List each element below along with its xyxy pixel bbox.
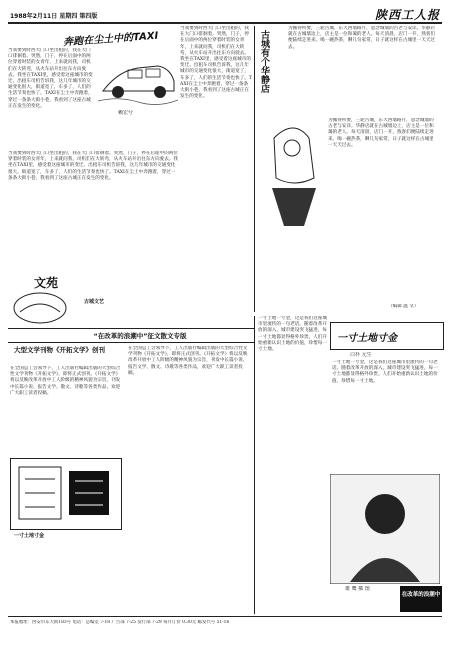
contest-title: 大型文学刊物《开拓文学》创刊 [14, 346, 105, 354]
culture-column [10, 268, 130, 328]
one-inch-body-right: 一寸土地一寸金，这是我们这座城市里流传的一句老话。随着改革开放的深入，城市建设突飞猛进，每一寸土地都显得格外珍贵。人们开始重新认识土地的价值，珍惜每一寸土地。 [332, 360, 438, 384]
one-inch-caption: 一寸土地寸金 [14, 533, 45, 539]
editor-note: （编辑 温 文） [388, 304, 419, 309]
contest-rule-top [8, 328, 254, 329]
bottom-ad: 在改革的浪潮中 [400, 586, 442, 612]
ancient-city-body: 为搬得所要，三轮古城，东大西墙路月，思念城墙的古老与安详。华静店就在古城墙边上，店主是一位和蔼的老人。每天清晨，店门一开，熟客们便陆续走进来。喝一碗热茶，聊几句家常，日子就这样在古城里一天天过去。 [288, 26, 436, 50]
taxi-illustration-icon [98, 46, 178, 106]
footer-rule [8, 616, 442, 617]
taxi-body-lower: 当我要到时西大门口坐出租的，我在大门口徘徊着。突然，门子，停在后面中的两位穿着时装的女青年，上来就问我，司机们在大转弯，从火车站开出往东方向驶去。我坐在TAXI里，感受着这座城市的变迁。出租车司机告诉我，这几年城市的交通变化很大，街道宽了，车多了，人们的生活节奏也快了。TAXI在尘土中奔跑着，穿过一条条大街小巷，我看到了这座古城正在发生的变化。 [8, 151, 178, 181]
culture-header: 文苑 [34, 276, 59, 290]
contest-body: 在全国总工会领导下，工人出版社编辑出版的大型综合性文学刊物《开拓文学》，即将正式创刊。《开拓文学》将以反映改革开放中工人阶级的精神风貌为宗旨，刊发中长篇小说、报告文学、散文、诗歌等各类作品，欢迎广大职工读者投稿。 [10, 366, 121, 396]
pic-credit: 雄 鹰 插 图 [345, 586, 370, 592]
masthead [10, 6, 440, 22]
contest-rule-bottom [8, 342, 254, 343]
portrait-illustration-icon [330, 474, 440, 584]
stamp-box [10, 458, 122, 530]
paper-name: 陕西工人报 [374, 8, 440, 22]
divider-center [254, 26, 255, 312]
one-inch-title: 一寸土地寸金 [337, 333, 397, 344]
one-inch-body: 一寸土地一寸金，这是我们这座城市里流传的一句老话。随着改革开放的深入，城市建设突飞猛进，每一寸土地都显得格外珍贵。人们开始重新认识土地的价值，珍惜每一寸土地。 [258, 316, 327, 353]
masthead-rule [8, 22, 442, 24]
date-line: 1988年2月11日 星期四 第四版 [10, 13, 98, 20]
taxi-body: 当我要到时西大门口坐出租的，我在大门口徘徊着。突然，门子，停在后面中的两位穿着时装的女青年，上来就问我，司机们在大转弯，从火车站开出往东方向驶去。我坐在TAXI里，感受着这座城市的变迁。出租车司机告诉我，这几年城市的交通变化很大，街道宽了，车多了，人们的生活节奏也快了。TAXI在尘土中奔跑着，穿过一条条大街小巷，我看到了这座古城正在发生的变化。 [8, 48, 93, 109]
divider-lower [254, 316, 255, 614]
ancient-city-title: 古城有个华静店 [259, 30, 269, 93]
culture-subheader: 古城文艺 [84, 299, 105, 305]
contest-banner: “在改革的浪潮中”征文散文专版 [93, 332, 187, 340]
stamp-seal-icon [17, 465, 113, 521]
one-inch-author: 白朴 元生 [350, 352, 372, 358]
figure-illustration-icon [264, 118, 324, 228]
taxi-title: 奔跑在尘土中的TAXI [62, 30, 159, 49]
taxi-body-center: 当我要到时西大门口坐出租的，我在大门口徘徊着。突然，门子，停在后面中的两位穿着时装的女青年，上来就问我，司机们在大转弯，从火车站开出往东方向驶去。我坐在TAXI里，感受着这座城市的变迁。出租车司机告诉我，这几年城市的交通变化很大，街道宽了，车多了，人们的生活节奏也快了。TAXI在尘土中奔跑着，穿过一条条大街小巷，我看到了这座古城正在发生的变化。 [180, 26, 252, 100]
taxi-article [8, 26, 178, 264]
ancient-city-body-lower: 为搬得所要，三轮古城，东大西墙路月，思念城墙的古老与安详。华静店就在古城墙边上，店主是一位和蔼的老人。每天清晨，店门一开，熟客们便陆续走进来。喝一碗热茶，聊几句家常，日子就这样在古城里一天天过去。 [328, 118, 434, 148]
footer-text: 本报地址：西安市东大街183号 电话：总编室 7-18 广告部 7-25 发行部 7-29 每月订价 0.30元 邮发代号 51-16 [10, 620, 230, 625]
taxi-byline: 赖宏兮 [118, 110, 134, 116]
ancient-city-article [258, 26, 442, 312]
culture-emblem-icon [10, 288, 70, 326]
one-inch-title-box [330, 322, 444, 350]
center-bottom-body: 在全国总工会领导下，工人出版社编辑出版的大型综合性文学刊物《开拓文学》，即将正式创刊。《开拓文学》将以反映改革开放中工人阶级的精神风貌为宗旨，刊发中长篇小说、报告文学、散文、诗歌等各类作品，欢迎广大职工读者投稿。 [128, 346, 248, 376]
